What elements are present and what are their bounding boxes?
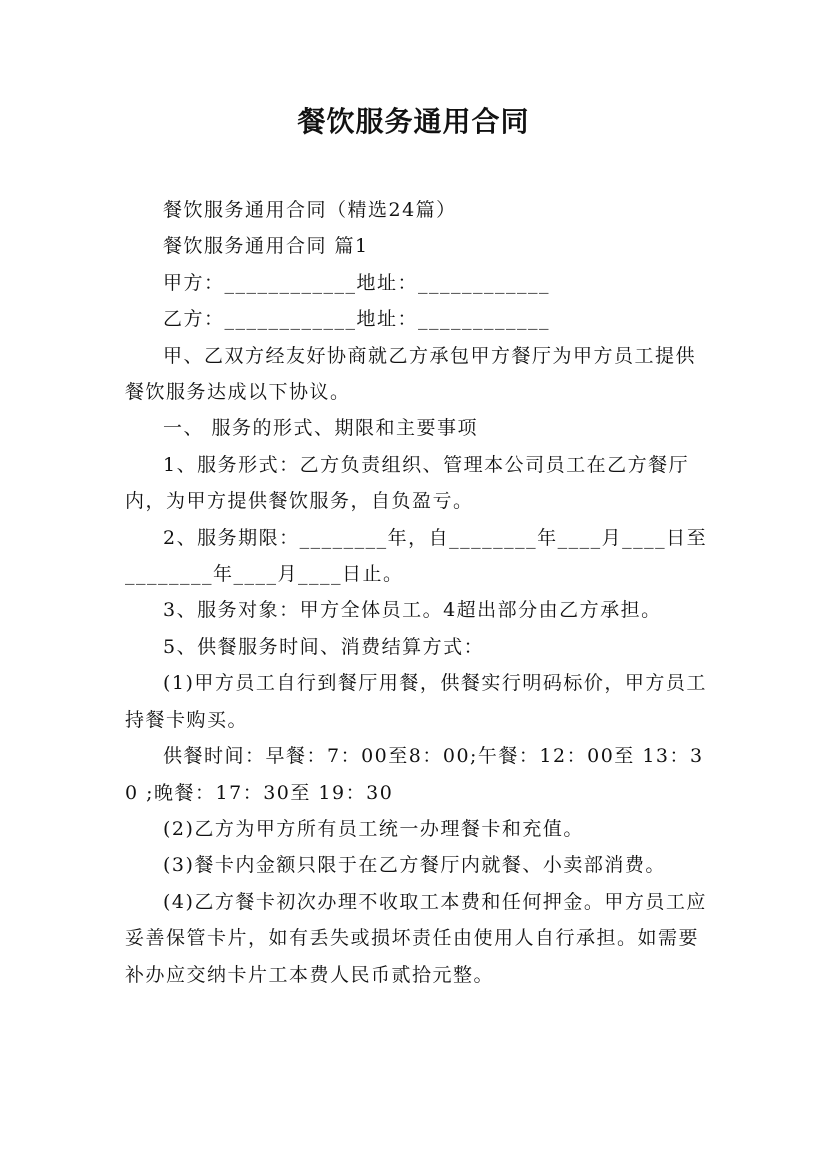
subtitle-paragraph: 餐饮服务通用合同（精选24篇） (163, 199, 457, 221)
clause-paragraph: (2)乙方为甲方所有员工统一办理餐卡和充值。 (163, 817, 584, 840)
clause-paragraph: 供餐时间：早餐：7：00至8：00;午餐：12：00至 13：30 ;晚餐：17：30至 19：30 (125, 745, 704, 804)
clause-paragraph: (4)乙方餐卡初次办理不收取工本费和任何押金。甲方员工应妥善保管卡片，如有丢失或损坏责任由使用人自行承担。如需要补办应交纳卡片工本费人民币贰拾元整。 (125, 890, 707, 986)
clause-paragraph: 1、服务形式：乙方负责组织、管理本公司员工在乙方餐厅内，为甲方提供餐饮服务，自负盈亏。 (125, 453, 690, 513)
document-body (125, 192, 710, 993)
party-b-line: 乙方：____________地址：____________ (163, 308, 551, 331)
party-a-line: 甲方：____________地址：____________ (163, 271, 551, 294)
clause-paragraph: (1)甲方员工自行到餐厅用餐，供餐实行明码标价，甲方员工持餐卡购买。 (125, 672, 707, 731)
clause-heading: 一、 服务的形式、期限和主要事项 (163, 417, 479, 440)
clause-paragraph: 5、供餐服务时间、消费结算方式： (163, 635, 485, 658)
clause-paragraph: 3、服务对象：甲方全体员工。4超出部分由乙方承担。 (163, 599, 662, 622)
document-title: 餐饮服务通用合同 (297, 105, 530, 138)
intro-paragraph: 甲、乙双方经友好协商就乙方承包甲方餐厅为甲方员工提供餐饮服务达成以下协议。 (125, 344, 697, 404)
section-heading: 餐饮服务通用合同 篇1 (163, 235, 369, 258)
clause-paragraph: 2、服务期限：________年，自________年____月____日至________年____月____日止。 (125, 526, 708, 586)
clause-paragraph: (3)餐卡内金额只限于在乙方餐厅内就餐、小卖部消费。 (163, 854, 666, 877)
